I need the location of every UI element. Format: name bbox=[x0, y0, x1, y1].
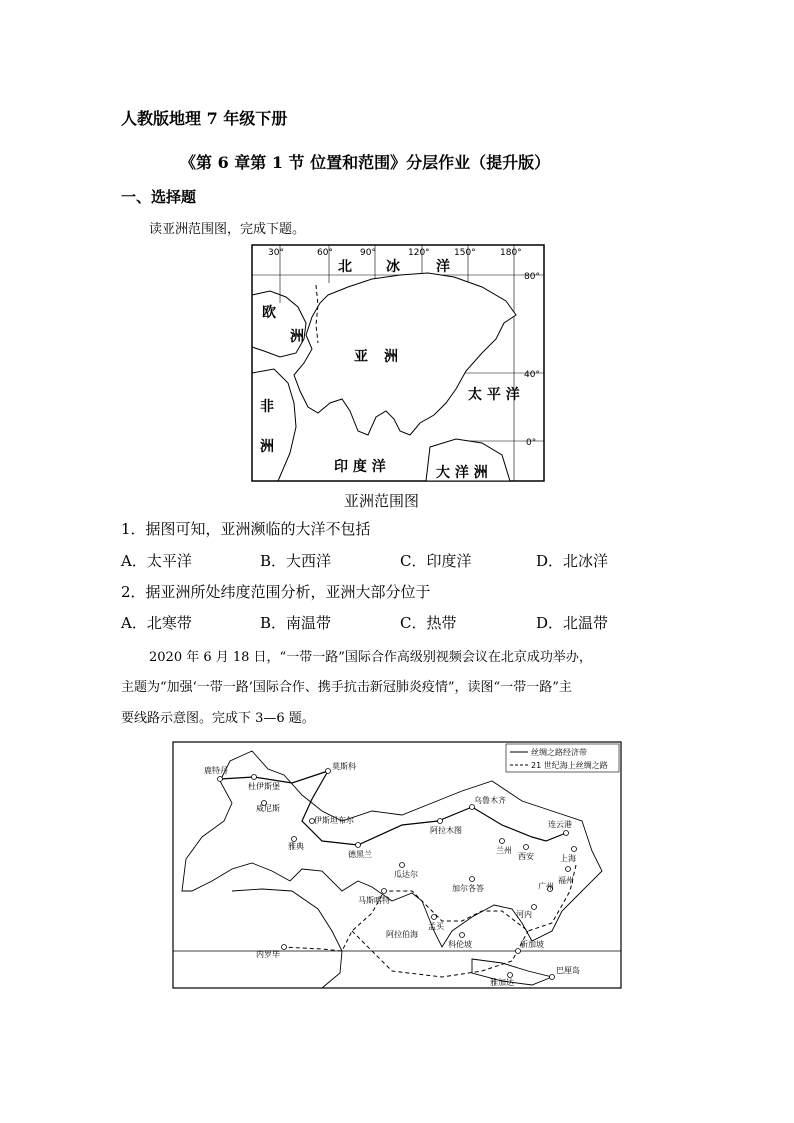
section-heading: 一、选择题 bbox=[121, 188, 197, 206]
city-venice: 威尼斯 bbox=[256, 804, 280, 813]
page-title: 《第 6 章第 1 节 位置和范围》分层作业（提升版） bbox=[180, 153, 551, 172]
q1-option-d[interactable]: D．北冰洋 bbox=[536, 552, 609, 570]
lon-label-60: 60° bbox=[317, 248, 333, 258]
lon-label-150: 150° bbox=[454, 248, 476, 258]
city-duisburg: 杜伊斯堡 bbox=[248, 782, 280, 791]
q2-option-b[interactable]: B．南温带 bbox=[260, 614, 332, 632]
label-zhou-asia: 洲 bbox=[384, 349, 398, 365]
label-ya: 亚 bbox=[354, 349, 368, 365]
passage-line-2: 主题为“加强‘一带一路’国际合作、携手抗击新冠肺炎疫情”，读图“一带一路”主 bbox=[121, 680, 572, 695]
lon-label-120: 120° bbox=[408, 248, 430, 258]
city-almaty: 阿拉木图 bbox=[430, 826, 462, 835]
city-fuzhou: 福州 bbox=[558, 876, 574, 885]
city-rotterdam: 鹿特丹 bbox=[204, 766, 228, 775]
passage-line-1: 2020 年 6 月 18 日，“一带一路”国际合作高级别视频会议在北京成功举办， bbox=[149, 650, 592, 665]
city-lanzhou: 兰州 bbox=[496, 846, 512, 855]
passage-line-3: 要线路示意图。完成下 3—6 题。 bbox=[121, 711, 315, 726]
label-zhou-europe: 洲 bbox=[290, 329, 304, 345]
label-indian-ocean: 印 度 洋 bbox=[334, 459, 386, 475]
city-istanbul: 伊斯坦布尔 bbox=[314, 816, 354, 825]
label-ou: 欧 bbox=[262, 305, 276, 321]
lat-label-0: 0° bbox=[526, 438, 537, 448]
label-yang: 洋 bbox=[436, 259, 450, 275]
lat-label-80: 80° bbox=[524, 272, 540, 282]
legend-land-route: 丝绸之路经济带 bbox=[531, 748, 587, 757]
label-pacific: 太 平 洋 bbox=[468, 387, 520, 403]
city-shanghai: 上海 bbox=[560, 854, 576, 863]
label-bing: 冰 bbox=[386, 259, 400, 275]
belt-road-map bbox=[172, 741, 622, 989]
city-gwadar: 瓜达尔 bbox=[394, 870, 418, 879]
city-singapore: 新加坡 bbox=[520, 940, 544, 949]
lon-label-180: 180° bbox=[500, 248, 522, 258]
label-fei: 非 bbox=[260, 399, 274, 415]
q1-option-c[interactable]: C．印度洋 bbox=[400, 552, 472, 570]
lon-label-90: 90° bbox=[360, 248, 376, 258]
city-muscat: 马斯喀特 bbox=[358, 896, 390, 905]
question-1-stem: 1．据图可知，亚洲濒临的大洋不包括 bbox=[121, 520, 371, 538]
book-title: 人教版地理 7 年级下册 bbox=[121, 109, 288, 128]
city-urumqi: 乌鲁木齐 bbox=[474, 796, 506, 805]
city-nairobi: 内罗毕 bbox=[256, 950, 280, 959]
city-jakarta: 雅加达 bbox=[490, 978, 514, 987]
asia-map bbox=[250, 243, 546, 483]
q2-option-a[interactable]: A．北寒带 bbox=[121, 614, 192, 632]
lat-label-40: 40° bbox=[524, 370, 540, 380]
q2-option-c[interactable]: C．热带 bbox=[400, 614, 457, 632]
q1-option-b[interactable]: B．大西洋 bbox=[260, 552, 332, 570]
label-bei: 北 bbox=[338, 259, 352, 275]
city-mumbai: 孟买 bbox=[428, 922, 444, 931]
q1-option-a[interactable]: A．太平洋 bbox=[121, 552, 192, 570]
map1-caption: 亚洲范围图 bbox=[344, 492, 420, 510]
city-kolkata: 加尔各答 bbox=[452, 884, 484, 893]
label-zhou-africa: 洲 bbox=[260, 439, 274, 455]
city-colombo: 科伦坡 bbox=[448, 940, 472, 949]
city-tehran: 德黑兰 bbox=[348, 850, 372, 859]
city-moscow: 莫斯科 bbox=[332, 762, 356, 771]
city-bali: 巴厘岛 bbox=[556, 966, 580, 975]
label-arabian-sea: 阿拉伯海 bbox=[386, 930, 418, 939]
lon-label-30: 30° bbox=[268, 248, 284, 258]
question-2-stem: 2．据亚洲所处纬度范围分析，亚洲大部分位于 bbox=[121, 583, 431, 601]
legend-sea-route: 21 世纪海上丝绸之路 bbox=[531, 761, 608, 770]
city-lianyungang: 连云港 bbox=[548, 820, 572, 829]
q2-option-d[interactable]: D．北温带 bbox=[536, 614, 609, 632]
city-xian: 西安 bbox=[518, 852, 534, 861]
city-athens: 雅典 bbox=[288, 842, 304, 851]
city-hanoi: 河内 bbox=[516, 910, 532, 919]
section-intro: 读亚洲范围图，完成下题。 bbox=[149, 222, 306, 237]
label-oceania: 大 洋 洲 bbox=[436, 465, 488, 481]
city-guangzhou: 广州 bbox=[538, 882, 554, 891]
